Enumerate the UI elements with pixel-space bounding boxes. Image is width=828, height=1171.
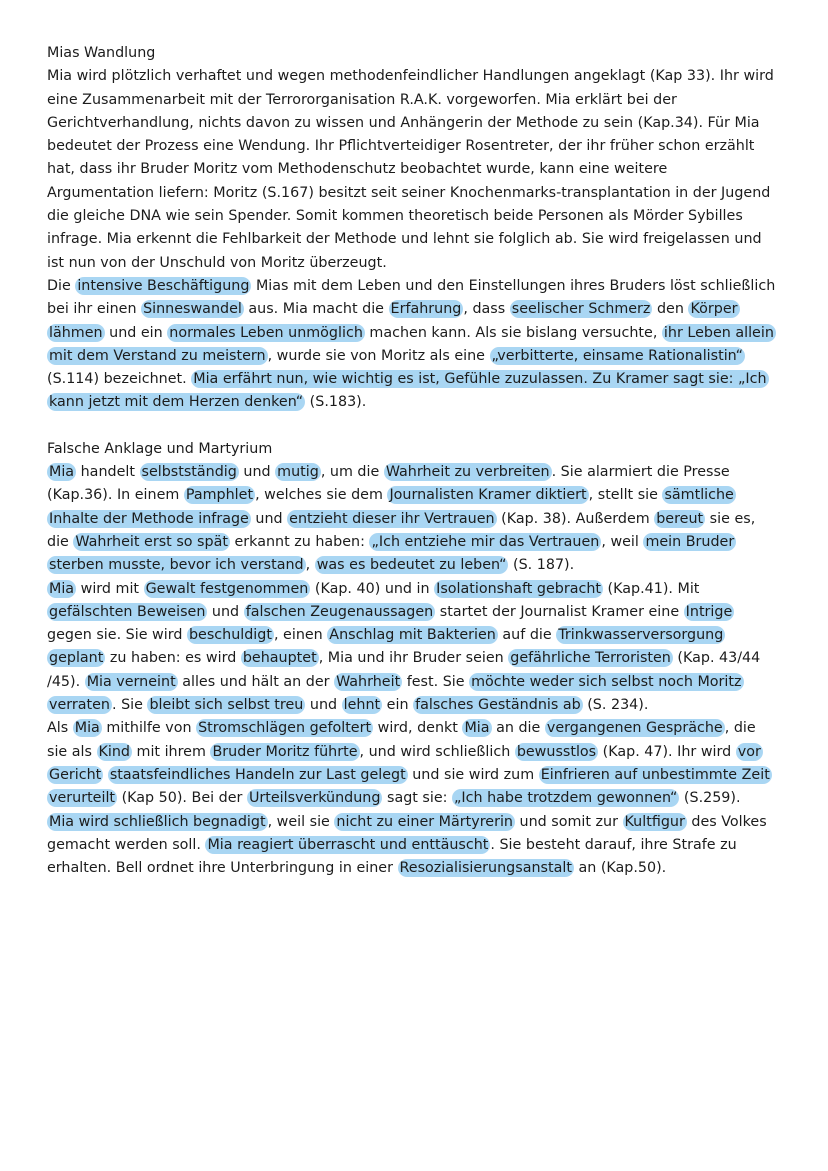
text-run: , wurde sie von Moritz als eine	[267, 347, 490, 364]
highlighted-text: beschuldigt	[188, 627, 272, 644]
highlighted-text: gefälschten Beweisen	[49, 603, 206, 620]
highlighted-text: Isolationshaft gebracht	[436, 580, 601, 597]
text-run: , die sie als	[47, 720, 756, 760]
highlighted-text: seelischer Schmerz	[511, 301, 651, 318]
highlighted-text: Mia	[464, 720, 490, 737]
text-run: Als	[47, 720, 73, 737]
highlighted-text: Intrige	[685, 603, 733, 620]
highlighted-text: Einfrieren auf unbestimmte Zeit verurteilt	[49, 766, 770, 807]
paragraph	[47, 578, 778, 718]
highlighted-text: Kultfigur	[624, 813, 685, 830]
highlighted-text: bewusstlos	[516, 743, 597, 760]
text-run: , um die	[320, 464, 384, 481]
section-spacer	[47, 415, 778, 438]
text-run: startet der Journalist Kramer eine	[435, 603, 684, 620]
highlighted-text: „Ich habe trotzdem gewonnen“	[454, 790, 678, 807]
highlighted-text: bereut	[656, 510, 704, 527]
section-falsche-anklage	[47, 438, 778, 881]
text-run: und	[238, 464, 276, 481]
text-run: handelt	[76, 464, 140, 481]
highlighted-text: staatsfeindliches Handeln zur Last gelegt	[109, 766, 406, 783]
paragraph	[47, 811, 778, 881]
text-run: sie es, die	[47, 510, 756, 550]
text-run: (Kap. 43/44 /45).	[47, 650, 761, 690]
highlighted-text: Trinkwasserversorgung geplant	[49, 627, 724, 667]
text-run: , und wird schließlich	[359, 743, 515, 760]
text-run: und somit zur	[514, 813, 623, 830]
text-run: und	[305, 697, 342, 714]
highlighted-text: falsches Geständnis ab	[415, 697, 581, 714]
text-run: (Kap. 47). Ihr wird	[598, 743, 736, 760]
paragraph	[47, 717, 778, 810]
text-run: an (Kap.50).	[573, 860, 667, 877]
highlighted-text: Sinneswandel	[143, 301, 242, 318]
highlighted-text: Mia	[49, 464, 75, 481]
text-run: mithilfe von	[101, 720, 197, 737]
highlighted-text: Körper lähmen	[49, 301, 738, 341]
highlighted-text: intensive Beschäftigung	[77, 277, 250, 294]
highlighted-text: mutig	[277, 464, 319, 481]
text-run: und	[250, 510, 288, 527]
highlighted-text: falschen Zeugenaussagen	[245, 603, 434, 620]
highlighted-text: selbstständig	[141, 464, 237, 481]
text-run: an die	[491, 720, 545, 737]
highlighted-text: Wahrheit erst so spät	[75, 533, 228, 550]
text-run: (Kap.41). Mit	[603, 580, 700, 597]
text-run: (Kap 50). Bei der	[117, 790, 247, 807]
highlighted-text: ihr Leben allein mit dem Verstand zu meistern	[49, 324, 774, 364]
text-run: mit ihrem	[131, 743, 211, 760]
text-run: Mia wird plötzlich verhaftet und wegen methodenfeindlicher Handlungen angeklagt (Kap 33). Ihr wird eine Zusammenarbeit mit der Terrororganisation R.A.K. vorgeworfen. Mia erklärt bei der Gerichtverhandlung, nichts davon zu wissen und Anhängerin der Methode zu sein (Kap.34). Für Mia bedeutet der Prozess eine Wendung. Ihr Pflichtverteidiger Rosentreter, der ihr früher schon erzählt hat, dass ihr Bruder Moritz vom Methodenschutz beobachtet wurde, kann eine weitere Argumentation liefern: Moritz (S.167) besitzt seit seiner Knochenmarks-transplantation in der Jugend die gleiche DNA wie sein Spender. Somit kommen theoretisch beide Personen als Mörder Sybilles infrage. Mia erkennt die Fehlbarkeit der Methode und lehnt sie folglich ab. Sie wird freigelassen und ist nun von der Unschuld von Moritz überzeugt.	[47, 68, 774, 271]
text-run: . Sie besteht darauf, ihre Strafe zu erhalten. Bell ordnet ihre Unterbringung in einer	[47, 836, 737, 877]
highlighted-text: möchte weder sich selbst noch Moritz verraten	[49, 673, 742, 714]
highlighted-text: gefährliche Terroristen	[510, 650, 671, 667]
highlighted-text: Pamphlet	[185, 487, 254, 504]
text-run: fest. Sie	[402, 673, 470, 690]
highlighted-text: Resozialisierungsanstalt	[399, 860, 572, 877]
highlighted-text: Wahrheit zu verbreiten	[385, 464, 550, 481]
paragraph	[47, 65, 778, 275]
text-run: des Volkes gemacht werden soll.	[47, 813, 767, 853]
text-run: , dass	[463, 301, 510, 318]
text-run: , Mia und ihr Bruder seien	[318, 650, 509, 667]
text-run: (S.114) bezeichnet.	[47, 371, 192, 388]
highlighted-text: Mia reagiert überrascht und enttäuscht	[207, 836, 489, 853]
section-heading: Mias Wandlung	[47, 45, 156, 61]
section-heading: Falsche Anklage und Martyrium	[47, 440, 273, 457]
text-run: gegen sie. Sie wird	[47, 627, 187, 644]
text-run: erkannt zu haben:	[229, 533, 370, 550]
highlighted-text: entzieht dieser ihr Vertrauen	[289, 510, 495, 527]
text-run: Die	[47, 277, 76, 294]
highlighted-text: nicht zu einer Märtyrerin	[336, 813, 513, 830]
text-run: . Sie alarmiert die Presse (Kap.36). In einem	[47, 464, 730, 504]
highlighted-text: Journalisten Kramer diktiert	[389, 487, 587, 504]
highlighted-text: Anschlag mit Bakterien	[329, 627, 496, 644]
text-run: (S. 234).	[582, 697, 649, 714]
text-run: (Kap. 40) und in	[310, 580, 435, 597]
text-run: , stellt sie	[588, 487, 663, 504]
paragraph	[47, 461, 778, 577]
highlighted-text: Mia	[74, 720, 100, 737]
text-run: ,	[305, 557, 315, 574]
highlighted-text: Wahrheit	[336, 673, 401, 690]
highlighted-text: mein Bruder sterben musste, bevor ich verstand	[49, 533, 735, 574]
paragraph	[47, 275, 778, 415]
highlighted-text: Mia verneint	[86, 673, 176, 690]
highlighted-text: Mia	[49, 580, 75, 597]
highlighted-text: „verbitterte, einsame Rationalistin“	[491, 347, 744, 364]
text-run: , weil	[601, 533, 644, 550]
highlighted-text: bleibt sich selbst treu	[149, 697, 304, 714]
text-run: (S. 187).	[508, 557, 575, 574]
text-run: und sie wird zum	[407, 766, 539, 783]
highlighted-text: Mia wird schließlich begnadigt	[49, 813, 266, 830]
highlighted-text: Urteilsverkündung	[248, 790, 381, 807]
highlighted-text: Stromschlägen gefoltert	[198, 720, 372, 737]
text-run: (S.259).	[679, 790, 741, 807]
highlighted-text: Gewalt festgenommen	[145, 580, 309, 597]
text-run: wird mit	[76, 580, 144, 597]
highlighted-text: Mia erfährt nun, wie wichtig es ist, Gefühle zuzulassen. Zu Kramer sagt sie: „Ich kann jetzt mit dem Herzen denken“	[49, 371, 767, 411]
text-run: zu haben: es wird	[105, 650, 241, 667]
text-run: und ein	[104, 324, 168, 341]
text-run: den	[652, 301, 689, 318]
text-run: sagt sie:	[382, 790, 453, 807]
text-run: machen kann. Als sie bislang versuchte,	[364, 324, 662, 341]
text-run: aus. Mia macht die	[243, 301, 389, 318]
text-run: alles und hält an der	[177, 673, 335, 690]
highlighted-text: vor Gericht	[49, 743, 761, 783]
highlighted-text: „Ich entziehe mir das Vertrauen	[371, 533, 600, 550]
highlighted-text: lehnt	[343, 697, 381, 714]
text-run: (S.183).	[305, 394, 367, 411]
highlighted-text: Erfahrung	[390, 301, 462, 318]
highlighted-text: Kind	[98, 743, 130, 760]
highlighted-text: sämtliche Inhalte der Methode infrage	[49, 487, 734, 527]
text-run: . Sie	[112, 697, 148, 714]
text-run: , weil sie	[267, 813, 335, 830]
highlighted-text: behauptet	[242, 650, 317, 667]
text-run: , einen	[273, 627, 328, 644]
text-run: und	[207, 603, 244, 620]
text-run: auf die	[497, 627, 557, 644]
highlighted-text: normales Leben unmöglich	[169, 324, 363, 341]
highlighted-text: vergangenen Gespräche	[546, 720, 723, 737]
highlighted-text: was es bedeutet zu leben“	[316, 557, 507, 574]
text-run: , welches sie dem	[255, 487, 388, 504]
text-run: wird, denkt	[373, 720, 463, 737]
text-run: ein	[382, 697, 414, 714]
text-run: (Kap. 38). Außerdem	[496, 510, 655, 527]
section-mias-wandlung	[47, 42, 778, 415]
text-run: Mias mit dem Leben und den Einstellungen ihres Bruders löst schließlich bei ihr einen	[47, 277, 776, 318]
highlighted-text: Bruder Moritz führte	[212, 743, 358, 760]
